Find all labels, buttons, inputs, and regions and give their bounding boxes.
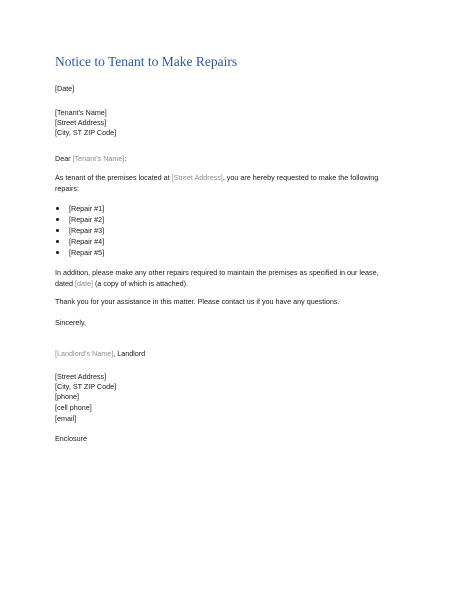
salutation-name: [Tenant’s Name] [72, 154, 125, 163]
recipient-street: [Street Address] [55, 118, 107, 127]
intro-address: [Street Address] [171, 173, 223, 182]
repair-item: [Repair #1] [69, 204, 105, 213]
list-item [55, 236, 104, 247]
list-item [55, 225, 104, 236]
addition-text-start: In addition, please make any other repairs required to maintain the premises as specified in our lease, dated [55, 268, 379, 288]
repair-item: [Repair #2] [69, 215, 105, 224]
list-item [55, 203, 104, 214]
recipient-name: [Tenant’s Name] [55, 108, 107, 117]
intro-text-end: , you are hereby requested to make the following repairs: [55, 173, 379, 193]
closing-line: Sincerely, [55, 318, 87, 327]
sender-cell-phone: [cell phone] [55, 403, 92, 412]
landlord-name: [Landlord’s Name] [55, 349, 114, 358]
addition-text-end: (a copy of which is attached). [92, 278, 189, 288]
repair-item: [Repair #4] [69, 237, 105, 246]
bullet-icon [56, 218, 59, 221]
letter-title: Notice to Tenant to Make Repairs [55, 54, 238, 69]
thanks-paragraph: Thank you for your assistance in this matter. Please contact us if you have any questions. [55, 297, 340, 306]
addition-paragraph [55, 268, 395, 290]
recipient-city: [City, ST ZIP Code] [55, 128, 117, 137]
enclosure-line: Enclosure [55, 434, 87, 443]
date-line: [Date] [55, 84, 75, 93]
bullet-icon [56, 207, 59, 210]
landlord-role: , Landlord [113, 349, 146, 358]
sender-phone: [phone] [55, 392, 79, 401]
repair-item: [Repair #5] [69, 248, 105, 257]
sender-city: [City, ST ZIP Code] [55, 382, 117, 391]
repair-list [55, 203, 104, 258]
salutation-suffix: : [124, 154, 127, 163]
intro-text-start: As tenant of the premises located at [55, 173, 172, 182]
list-item [55, 247, 104, 258]
bullet-icon [56, 229, 59, 232]
bullet-icon [56, 251, 59, 254]
lease-date: [date] [74, 278, 93, 288]
bullet-icon [56, 240, 59, 243]
list-item [55, 214, 104, 225]
signature-line [55, 349, 145, 359]
sender-email: [email] [55, 414, 77, 423]
intro-paragraph [55, 173, 395, 195]
salutation-prefix: Dear [55, 154, 73, 163]
salutation [55, 154, 126, 164]
repair-item: [Repair #3] [69, 226, 105, 235]
sender-street: [Street Address] [55, 372, 107, 381]
